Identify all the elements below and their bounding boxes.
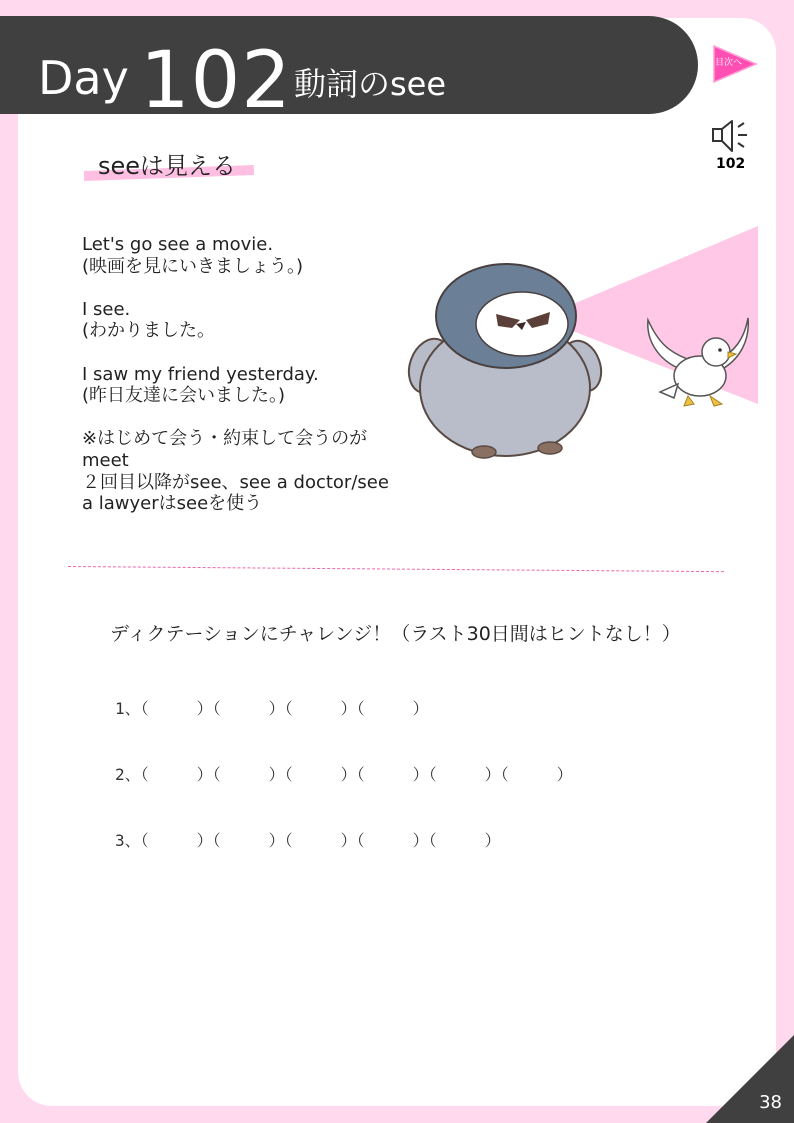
body-line: (映画を見にいきましょう。) — [82, 255, 304, 277]
section-title: seeは見える — [98, 152, 237, 180]
day-label: Day — [38, 51, 129, 105]
bird-illustration — [638, 312, 756, 412]
toc-label: 目次へ — [715, 58, 743, 68]
audio-track-number: 102 — [716, 156, 746, 172]
body-line: ※はじめて会う・約束して会うのが — [82, 428, 368, 450]
dictation-line-1: 1、（ ）（ ）（ ）（ ） — [115, 699, 429, 718]
page-number: 38 — [759, 1092, 782, 1113]
lesson-title: 動詞のsee — [294, 65, 447, 103]
body-line: ２回目以降がsee、see a doctor/see — [82, 471, 389, 493]
body-line: Let's go see a movie. — [82, 234, 274, 255]
body-line: I see. — [82, 298, 131, 320]
body-line: a lawyerはseeを使う — [82, 493, 263, 515]
dictation-title: ディクテーションにチャレンジ！（ラスト30日間はヒントなし！） — [110, 623, 681, 645]
body-line: meet — [82, 449, 129, 471]
body-line: (わかりました。 — [82, 320, 216, 342]
body-line: (昨日友達に会いました。) — [82, 385, 286, 407]
penguin-illustration — [400, 258, 610, 463]
body-line: I saw my friend yesterday. — [82, 363, 319, 385]
dictation-line-3: 3、（ ）（ ）（ ）（ ）（ ） — [115, 831, 501, 850]
dictation-line-2: 2、（ ）（ ）（ ）（ ）（ ）（ ） — [115, 765, 573, 784]
day-number: 102 — [140, 36, 292, 126]
